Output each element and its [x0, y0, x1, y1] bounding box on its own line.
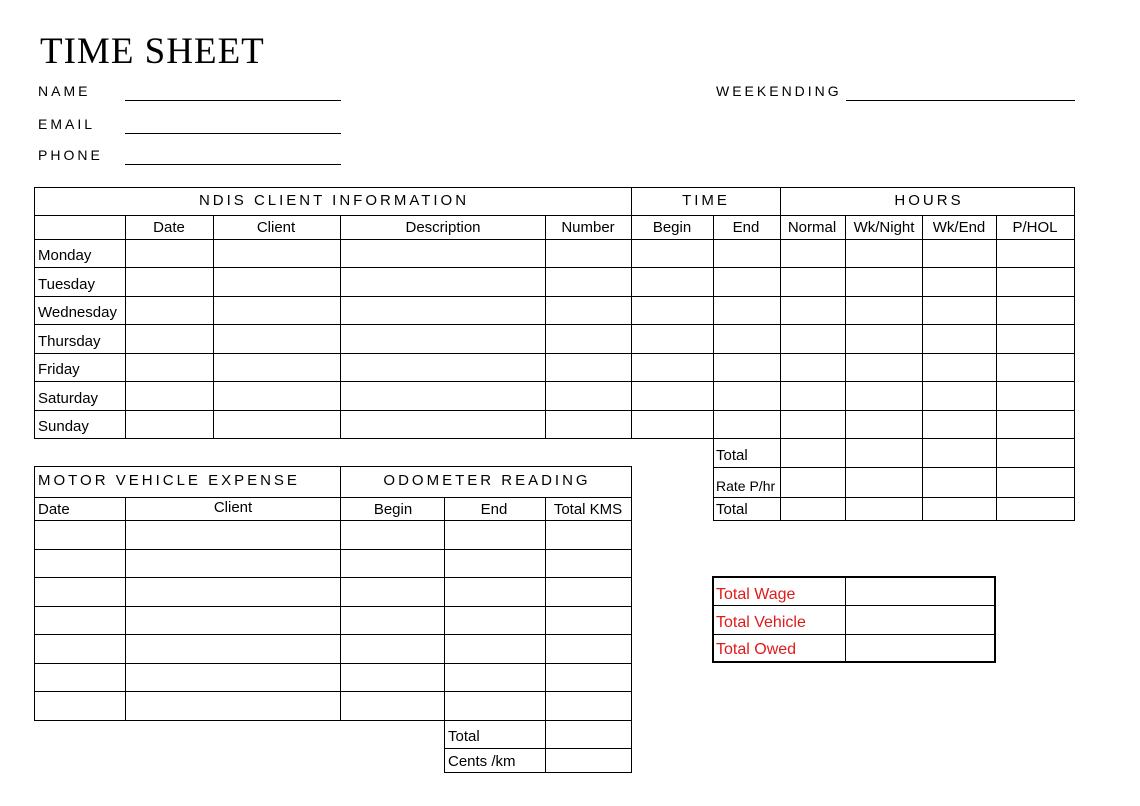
cents-per-km-label: Cents /km — [448, 753, 516, 770]
vehicle-border — [34, 466, 632, 721]
section-odometer: ODOMETER READING — [383, 472, 591, 489]
day-label: Sunday — [38, 418, 89, 435]
col-header-normal: Normal — [787, 219, 837, 236]
col-header-begin: Begin — [652, 219, 692, 236]
email-label: EMAIL — [38, 116, 96, 132]
rate-per-hour-label: Rate P/hr — [716, 478, 776, 494]
col-header-p-hol: P/HOL — [1012, 219, 1058, 236]
col-header-date: Date — [153, 219, 185, 236]
weekending-label: WEEKENDING — [716, 83, 842, 99]
col-header-description: Description — [405, 219, 481, 236]
name-field[interactable] — [125, 100, 341, 101]
vehicle-total-label: Total — [448, 728, 480, 745]
vehicle-col-client: Client — [213, 499, 253, 516]
col-header-end: End — [732, 219, 760, 236]
section-client-info: NDIS CLIENT INFORMATION — [198, 192, 470, 209]
col-header-client: Client — [256, 219, 296, 236]
name-label: NAME — [38, 83, 91, 99]
page-title: TIME SHEET — [40, 31, 265, 72]
day-label: Tuesday — [38, 276, 95, 293]
phone-field[interactable] — [125, 164, 341, 165]
section-vehicle-expense: MOTOR VEHICLE EXPENSE — [38, 472, 300, 489]
section-hours: HOURS — [894, 192, 964, 209]
col-header-wk-end: Wk/End — [932, 219, 986, 236]
total-wage-label: Total Wage — [716, 586, 796, 603]
day-label: Thursday — [38, 333, 101, 350]
day-label: Friday — [38, 361, 80, 378]
vehicle-col-date: Date — [38, 501, 70, 518]
day-label: Wednesday — [38, 304, 117, 321]
col-header-wk-night: Wk/Night — [853, 219, 915, 236]
timesheet-border — [34, 187, 1075, 439]
weekending-field[interactable] — [846, 100, 1075, 101]
day-label: Saturday — [38, 390, 99, 407]
day-label: Monday — [38, 247, 92, 264]
total-vehicle-label: Total Vehicle — [716, 614, 806, 631]
phone-label: PHONE — [38, 147, 103, 163]
vehicle-col-begin: Begin — [373, 501, 413, 518]
email-field[interactable] — [125, 133, 341, 134]
hours-grand-total-label: Total — [716, 501, 748, 518]
section-time: TIME — [682, 192, 730, 209]
hours-total-label: Total — [716, 447, 748, 464]
col-header-number: Number — [561, 219, 615, 236]
vehicle-col-end: End — [480, 501, 508, 518]
total-owed-label: Total Owed — [716, 641, 797, 658]
vehicle-col-total-kms: Total KMS — [553, 501, 623, 518]
